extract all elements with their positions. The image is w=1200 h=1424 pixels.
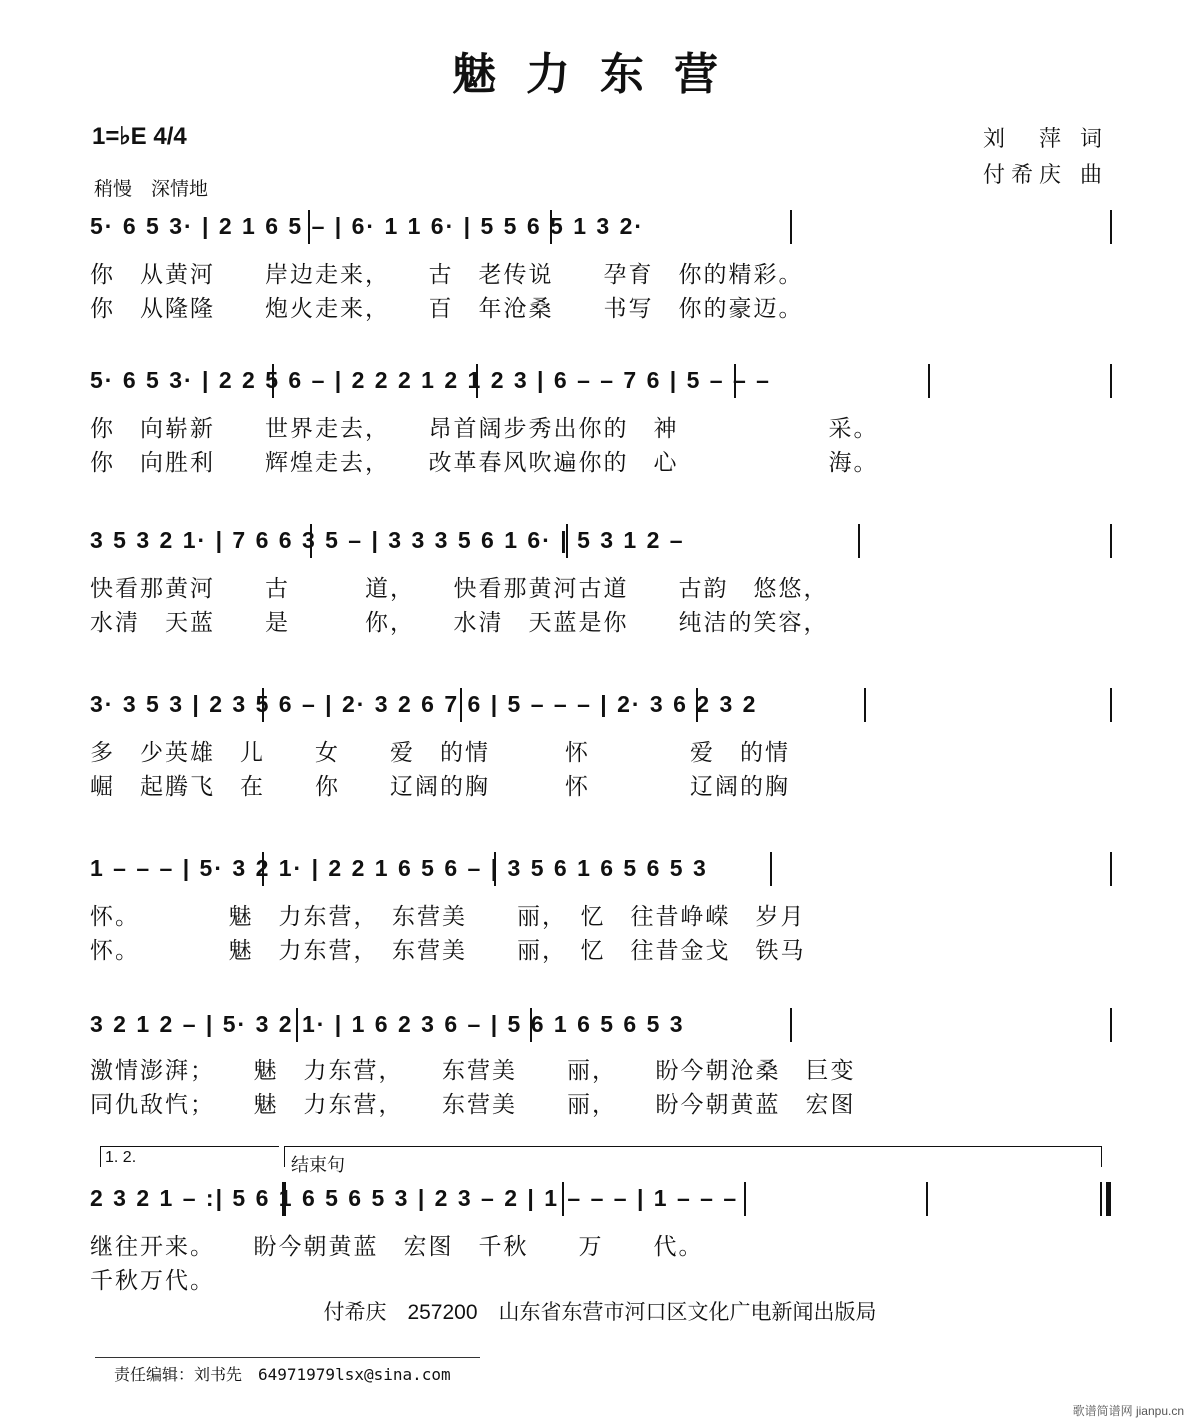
lyric-verse-1: 你 从黄河 岸边走来， 古 老传说 孕育 你的精彩。 xyxy=(90,262,804,288)
tempo-marking: 稍慢 深情地 xyxy=(94,179,209,200)
author-address: 付希庆 257200 山东省东营市河口区文化广电新闻出版局 xyxy=(323,1301,877,1324)
lyricist-credit: 刘 萍 词 xyxy=(983,127,1108,152)
ending-label: 结束句 xyxy=(291,1155,345,1175)
lyric-verse-2: 你 从隆隆 炮火走来， 百 年沧桑 书写 你的豪迈。 xyxy=(90,296,804,322)
notation-line: 5· 6 5 3· | 2 2 5 6 – | 2 2 2 1 2 1 2 3 | 6 – – 7 6 | 5 – – – xyxy=(90,367,771,393)
editor-divider xyxy=(95,1357,480,1358)
notation-line: 3· 3 5 3 | 2 3 5 6 – | 2· 3 2 6 7 6 | 5 – – – | 2· 3 6 2 3 2 xyxy=(90,691,758,717)
lyric-verse-2: 崛 起腾飞 在 你 辽阔的胸 怀 辽阔的胸 xyxy=(90,774,790,800)
watermark: 歌谱简谱网 jianpu.cn xyxy=(1072,1404,1184,1418)
lyric-verse-2: 同仇敌忾； 魅 力东营， 东营美 丽， 盼今朝黄蓝 宏图 xyxy=(90,1092,856,1118)
lyric-verse-1: 怀。 魅 力东营， 东营美 丽， 忆 往昔峥嵘 岁月 xyxy=(90,904,806,930)
notation-line: 3 5 3 2 1· | 7 6 6 3 5 – | 3 3 3 5 6 1 6· | 5 3 1 2 – xyxy=(90,527,685,553)
lyric-verse-1: 激情澎湃； 魅 力东营， 东营美 丽， 盼今朝沧桑 巨变 xyxy=(90,1058,856,1084)
lyric-verse-2: 水清 天蓝 是 你， 水清 天蓝是你 纯洁的笑容， xyxy=(90,610,829,636)
lyric-verse-1: 你 向崭新 世界走去， 昂首阔步秀出你的 神 采。 xyxy=(90,416,879,442)
lyric-verse-1: 继往开来。 盼今朝黄蓝 宏图 千秋 万 代。 xyxy=(90,1234,704,1260)
lyric-verse-1: 多 少英雄 儿 女 爱 的情 怀 爱 的情 xyxy=(90,740,790,766)
ending-bracket xyxy=(284,1146,1102,1175)
lyric-verse-2: 怀。 魅 力东营， 东营美 丽， 忆 往昔金戈 铁马 xyxy=(90,938,806,964)
key-signature: 1=♭E 4/4 xyxy=(92,123,187,150)
lyric-verse-2: 千秋万代。 xyxy=(90,1268,215,1294)
lyric-verse-2: 你 向胜利 辉煌走去， 改革春风吹遍你的 心 海。 xyxy=(90,450,879,476)
composer-credit: 付希庆 曲 xyxy=(983,163,1108,188)
editor-credit: 责任编辑：刘书先 64971979lsx@sina.com xyxy=(114,1365,451,1384)
notation-line: 2 3 2 1 – :| 5 6 1 6 5 6 5 3 | 2 3 – 2 | 1 – – – | 1 – – – xyxy=(90,1185,739,1211)
page-title: 魅力东营 xyxy=(452,49,748,100)
lyric-verse-1: 快看那黄河 古 道， 快看那黄河古道 古韵 悠悠， xyxy=(90,576,829,602)
notation-line: 5· 6 5 3· | 2 1 6 5 – | 6· 1 1 6· | 5 5 6 5 1 3 2· xyxy=(90,213,645,239)
notation-line: 1 – – – | 5· 3 2 1· | 2 2 1 6 5 6 – | 3 5 6 1 6 5 6 5 3 xyxy=(90,855,708,881)
notation-line: 3 2 1 2 – | 5· 3 2 1· | 1 6 2 3 6 – | 5 6 1 6 5 6 5 3 xyxy=(90,1011,685,1037)
volta-label: 1. 2. xyxy=(105,1149,137,1166)
volta-bracket xyxy=(100,1146,279,1167)
